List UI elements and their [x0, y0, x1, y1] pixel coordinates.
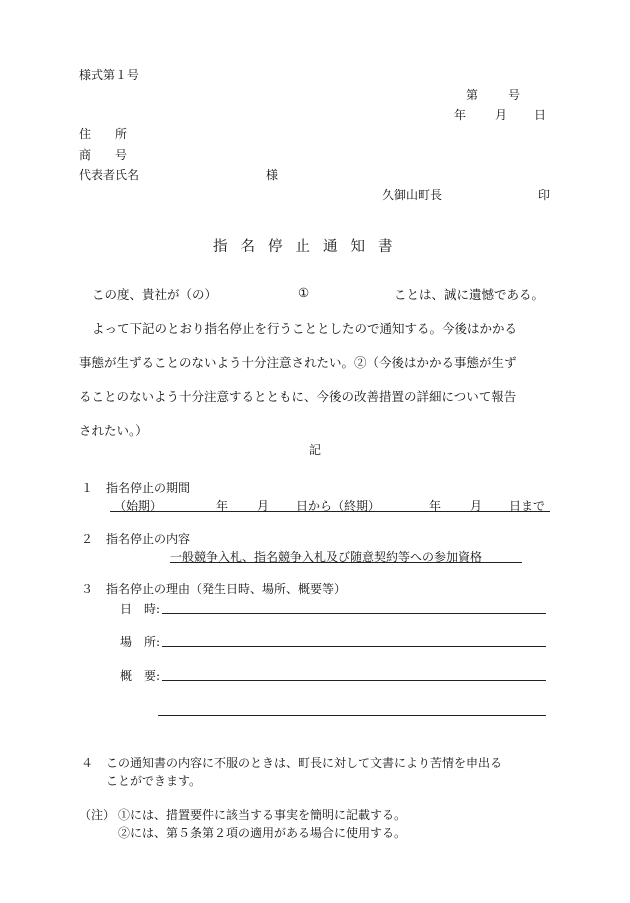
item1-label: 指名停止の期間	[106, 481, 191, 495]
item4-number: ４	[81, 756, 94, 770]
item2-number: ２	[81, 532, 94, 546]
item1-day-until: 日まで	[509, 499, 546, 513]
note-1: ①には、措置要件に該当する事実を簡明に記載する。	[118, 808, 407, 822]
datetime-field-line	[162, 613, 546, 614]
summary-field-line-2	[158, 715, 546, 716]
date-year: 年	[454, 108, 467, 122]
item3-summary-label: 概 要:	[120, 669, 161, 683]
item4-line: ことができます。	[106, 774, 202, 788]
item2-content: 一般競争入札、指名競争入札及び随意契約等への参加資格	[170, 550, 483, 564]
issuer-name: 久御山町長	[382, 188, 443, 202]
item1-year1: 年	[216, 499, 229, 513]
representative-label: 代表者氏名	[79, 168, 140, 182]
address-label: 住 所	[79, 127, 128, 141]
paragraph1-prefix: この度、貴社が（の）	[92, 287, 218, 302]
paragraph2-line: 事態が生ずることのないよう十分注意されたい。②（今後はかかる事態が生ず	[79, 355, 517, 370]
date-month: 月	[495, 108, 508, 122]
notes-prefix: （注）	[79, 808, 116, 822]
item2-underline	[170, 562, 522, 563]
paragraph1-suffix: ことは、誠に遺憾である。	[394, 287, 545, 302]
item1-day-from: 日から（終期）	[296, 499, 381, 513]
item1-month1: 月	[257, 499, 270, 513]
note-2: ②には、第５条第２項の適用がある場合に使用する。	[118, 826, 407, 840]
item4-line: この通知書の内容に不服のときは、町長に対して文書により苦情を申出る	[106, 756, 503, 770]
item1-start-label: （始期）	[114, 499, 163, 513]
item1-number: １	[81, 481, 94, 495]
paragraph2-line: されたい。）	[79, 423, 148, 438]
item3-datetime-label: 日 時:	[120, 602, 161, 616]
date-day: 日	[534, 108, 547, 122]
honorific-sama: 様	[266, 168, 279, 182]
item1-year2: 年	[429, 499, 442, 513]
trade-name-label: 商 号	[79, 148, 128, 162]
paragraph1-marker: ①	[298, 285, 310, 300]
paragraph2-line: よって下記のとおり指名停止を行うこととしたので通知する。今後はかかる	[92, 321, 518, 336]
item3-number: ３	[81, 582, 94, 596]
ki-heading: 記	[309, 443, 322, 457]
summary-field-line	[162, 680, 546, 681]
paragraph2-line: ることのないよう十分注意するとともに、今後の改善措置の詳細について報告	[79, 389, 517, 404]
item1-underline	[110, 511, 550, 512]
doc-number-dai: 第	[466, 88, 479, 102]
doc-number-go: 号	[508, 88, 521, 102]
document-title: 指名停止通知書	[213, 239, 406, 255]
item3-label: 指名停止の理由（発生日時、場所、概要等）	[106, 582, 347, 596]
item2-label: 指名停止の内容	[106, 532, 191, 546]
item1-month2: 月	[470, 499, 483, 513]
seal-mark: 印	[538, 188, 551, 202]
place-field-line	[162, 646, 546, 647]
form-number: 様式第１号	[79, 68, 140, 82]
item3-place-label: 場 所:	[120, 635, 161, 649]
